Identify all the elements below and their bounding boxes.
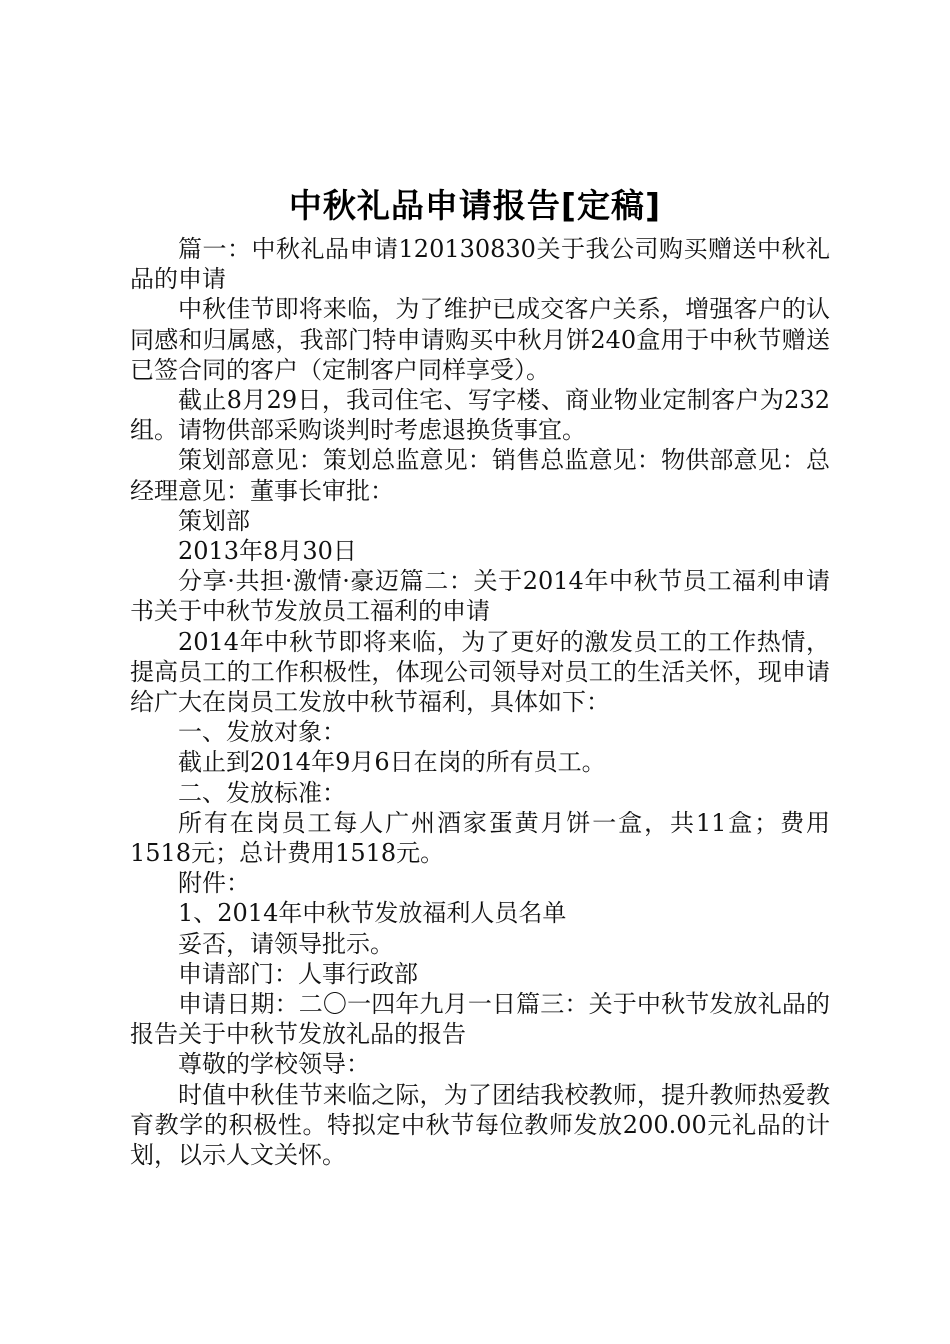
paragraph-17: 申请日期：二〇一四年九月一日篇三：关于中秋节发放礼品的报告关于中秋节发放礼品的报告 <box>130 990 830 1049</box>
paragraph-16: 申请部门：人事行政部 <box>178 959 418 988</box>
paragraph-6: 2013年8月30日 <box>178 537 357 566</box>
document-title: 中秋礼品申请报告[定稿] <box>288 186 662 225</box>
paragraph-9: 一、发放对象： <box>178 718 346 747</box>
paragraph-4: 策划部意见：策划总监意见：销售总监意见：物供部意见：总经理意见：董事长审批： <box>130 446 830 505</box>
paragraph-5: 策划部 <box>178 506 250 535</box>
document-body <box>130 234 830 1170</box>
paragraph-14: 1、2014年中秋节发放福利人员名单 <box>178 899 567 928</box>
paragraph-1: 篇一：中秋礼品申请120130830关于我公司购买赠送中秋礼品的申请 <box>130 235 830 294</box>
paragraph-7: 分享·共担·激情·豪迈篇二：关于2014年中秋节员工福利申请书关于中秋节发放员工福利的申请 <box>130 567 830 626</box>
paragraph-11: 二、发放标准： <box>178 778 346 807</box>
paragraph-8: 2014年中秋节即将来临，为了更好的激发员工的工作热情，提高员工的工作积极性，体现公司领导对员工的生活关怀，现申请给广大在岗员工发放中秋节福利，具体如下： <box>130 627 830 717</box>
paragraph-13: 附件： <box>178 869 250 898</box>
paragraph-10: 截止到2014年9月6日在岗的所有员工。 <box>178 748 606 777</box>
paragraph-3: 截止8月29日，我司住宅、写字楼、商业物业定制客户为232组。请物供部采购谈判时考虑退换货事宜。 <box>130 386 830 445</box>
paragraph-12: 所有在岗员工每人广州酒家蛋黄月饼一盒，共11盒；费用1518元；总计费用1518元。 <box>130 808 830 868</box>
paragraph-18: 尊敬的学校领导： <box>178 1050 370 1079</box>
paragraph-19: 时值中秋佳节来临之际，为了团结我校教师，提升教师热爱教育教学的积极性。特拟定中秋节每位教师发放200.00元礼品的计划，以示人文关怀。 <box>130 1080 830 1170</box>
paragraph-2: 中秋佳节即将来临，为了维护已成交客户关系，增强客户的认同感和归属感，我部门特申请购买中秋月饼240盒用于中秋节赠送已签合同的客户（定制客户同样享受）。 <box>130 295 830 384</box>
paragraph-15: 妥否，请领导批示。 <box>178 929 394 958</box>
